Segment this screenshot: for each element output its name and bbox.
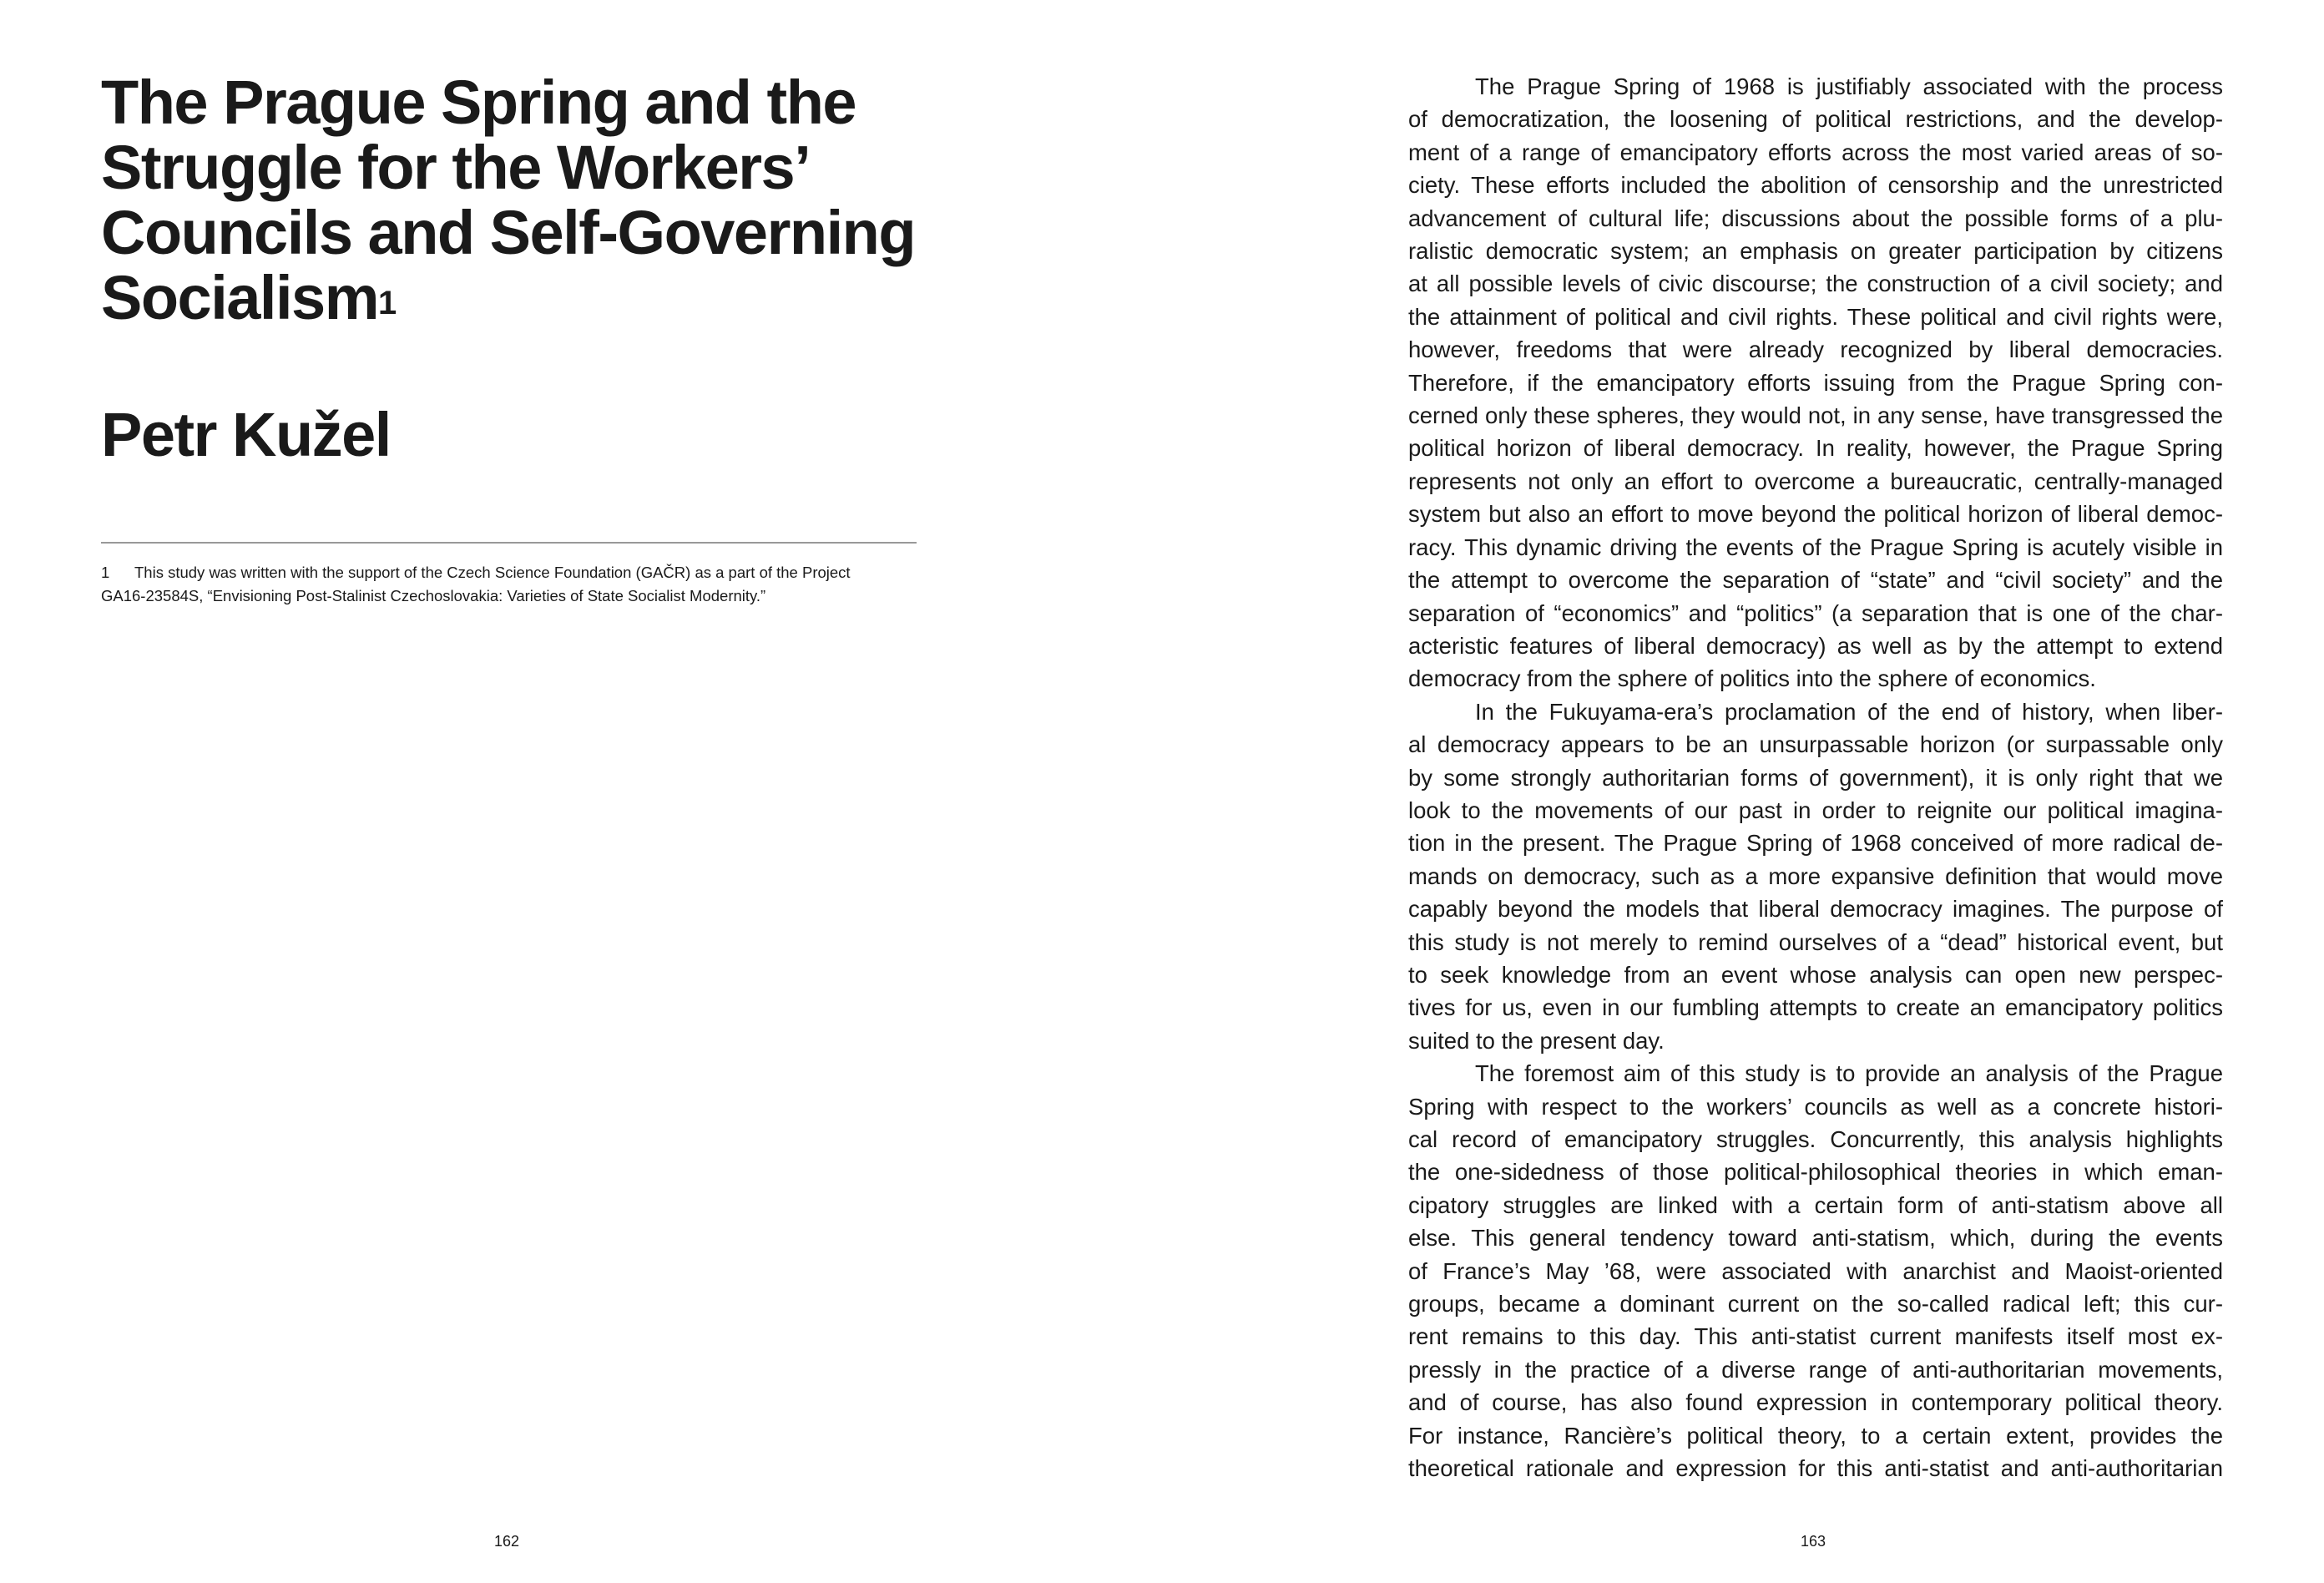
body-line: The Prague Spring of 1968 is justifiably associated with the process [1475,73,2223,99]
footnote-line [101,561,919,584]
page-number-left: 162 [494,1533,520,1550]
body-line: al democracy appears to be an unsurpassable horizon (or surpassable only [1408,731,2223,758]
body-line: of democratization, the loosening of political restrictions, and the develop- [1408,106,2223,133]
body-line: racy. This dynamic driving the events of the Prague Spring is acutely visible in [1408,534,2223,560]
body-line: advancement of cultural life; discussions about the possible forms of a plu- [1408,205,2223,231]
title-line: The Prague Spring and the [101,68,856,137]
title-line: Struggle for the Workers’ [101,133,811,202]
footnote-ref: 1 [378,285,396,321]
body-line: pressly in the practice of a diverse range of anti-authoritarian movements, [1408,1356,2223,1383]
body-line: rent remains to this day. This anti-statist current manifests itself most ex- [1408,1323,2223,1350]
footnote [101,561,919,608]
body-line: political horizon of liberal democracy. In reality, however, the Prague Spring [1408,435,2223,462]
body-line: cal record of emancipatory struggles. Concurrently, this analysis highlights [1408,1126,2223,1152]
body-line: The foremost aim of this study is to provide an analysis of the Prague [1475,1060,2223,1087]
body-line: mands on democracy, such as a more expansive definition that would move [1408,862,2223,889]
body-line: separation of “economics” and “politics” (a separation that is one of the char- [1408,599,2223,626]
body-line: theoretical rationale and expression for this anti-statist and anti-authoritarian [1408,1455,2223,1482]
title-line: Councils and Self-Governing [101,198,916,267]
body-line: suited to the present day. [1408,1027,1665,1054]
body-line: cerned only these spheres, they would not, in any sense, have transgressed the [1408,402,2223,429]
footnote-line: GA16-23584S, “Envisioning Post-Stalinist Czechoslovakia: Varieties of State Socialist Modernity.” [101,587,766,604]
body-line: democracy from the sphere of politics into the sphere of economics. [1408,665,2096,692]
body-line: at all possible levels of civic discourse; the construction of a civil society; and [1408,271,2223,297]
article-title [101,70,936,331]
footnote-number: 1 [101,564,110,581]
body-line: cipatory struggles are linked with a certain form of anti-statism above all [1408,1191,2223,1218]
author-name: Petr Kužel [101,400,391,469]
body-line: ciety. These efforts included the abolition of censorship and the unrestricted [1408,172,2223,199]
body-line: ment of a range of emancipatory efforts across the most varied areas of so- [1408,139,2223,165]
body-line: of France’s May ’68, were associated with anarchist and Maoist-oriented [1408,1257,2223,1284]
body-line: the attempt to overcome the separation of “state” and “civil society” and the [1408,567,2223,594]
body-line: this study is not merely to remind ourselves of a “dead” historical event, but [1408,928,2223,955]
body-line: For instance, Rancière’s political theory, to a certain extent, provides the [1408,1422,2223,1449]
body-line: the one-sidedness of those political-philosophical theories in which eman- [1408,1159,2223,1186]
body-line: capably beyond the models that liberal democracy imagines. The purpose of [1408,896,2223,923]
title-line [101,263,936,332]
body-line: else. This general tendency toward anti-statism, which, during the events [1408,1225,2223,1252]
body-line: represents not only an effort to overcome a bureaucratic, centrally-managed [1408,468,2223,494]
footnote-text: This study was written with the support of the Czech Science Foundation (GAČR) as a part of the Project [134,564,851,581]
body-line: to seek knowledge from an event whose analysis can open new perspec- [1408,961,2223,988]
body-line: however, freedoms that were already recognized by liberal democracies. [1408,336,2223,363]
body-line: ralistic democratic system; an emphasis on greater participation by citizens [1408,238,2223,265]
body-line: groups, became a dominant current on the so-called radical left; this cur- [1408,1291,2223,1317]
body-line: tion in the present. The Prague Spring of 1968 conceived of more radical de- [1408,830,2223,857]
body-text [1408,70,2223,1484]
body-line: tives for us, even in our fumbling attempts to create an emancipatory politics [1408,994,2223,1021]
body-line: Spring with respect to the workers’ councils as well as a concrete histori- [1408,1093,2223,1120]
body-line: Therefore, if the emancipatory efforts issuing from the Prague Spring con- [1408,369,2223,396]
body-line: system but also an effort to move beyond the political horizon of liberal democ- [1408,501,2223,528]
body-line: the attainment of political and civil rights. These political and civil rights were, [1408,303,2223,330]
body-line: look to the movements of our past in order to reignite our political imagina- [1408,797,2223,823]
body-line: acteristic features of liberal democracy) as well as by the attempt to extend [1408,632,2223,659]
title-line-text: Socialism [101,263,379,332]
body-line: In the Fukuyama-era’s proclamation of the end of history, when liber- [1475,698,2223,725]
body-line: by some strongly authoritarian forms of government), it is only right that we [1408,764,2223,791]
body-line: and of course, has also found expression in contemporary political theory. [1408,1389,2223,1416]
page-number-right: 163 [1801,1533,1826,1550]
footnote-divider [101,542,917,544]
